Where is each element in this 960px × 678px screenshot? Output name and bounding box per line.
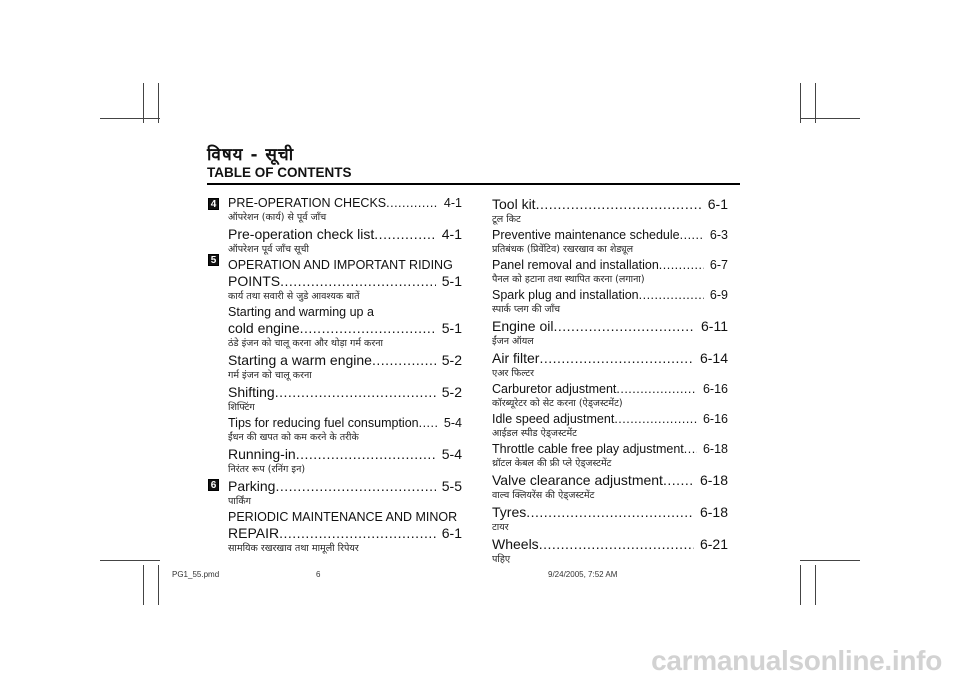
leader-dots xyxy=(536,196,702,213)
toc-entry[interactable] xyxy=(228,320,462,337)
toc-entry-title: Carburetor adjustment xyxy=(492,382,617,396)
toc-entry-page: 6-1 xyxy=(707,196,728,212)
toc-entry-hindi: टायर xyxy=(492,522,509,533)
toc-entry-hindi: ईंधन की खपत को कम करने के तरीके xyxy=(228,432,359,443)
leader-dots xyxy=(280,273,436,290)
toc-entry[interactable] xyxy=(492,288,728,303)
toc-entry-title: PRE-OPERATION CHECKS xyxy=(228,196,387,210)
crop-mark xyxy=(143,565,144,605)
crop-mark xyxy=(815,83,816,123)
page-title-hindi: विषय - सूची xyxy=(207,145,295,165)
toc-entry-page: 6-1 xyxy=(441,525,462,541)
toc-entry-title: Panel removal and installation xyxy=(492,258,659,272)
toc-entry-page: 6-14 xyxy=(699,350,728,366)
toc-entry-line1: OPERATION AND IMPORTANT RIDING xyxy=(228,258,453,272)
crop-mark xyxy=(143,83,144,123)
toc-entry-hindi: ऑपरेशन (कार्य) से पूर्व जाँच xyxy=(228,212,327,223)
toc-entry-hindi: स्पार्क प्लग की जाँच xyxy=(492,304,561,315)
toc-entry[interactable] xyxy=(492,258,728,273)
toc-entry-title: REPAIR xyxy=(228,525,280,541)
leader-dots xyxy=(659,258,704,273)
leader-dots xyxy=(386,196,438,211)
leader-dots xyxy=(539,350,694,367)
toc-entry[interactable] xyxy=(492,504,728,521)
toc-entry-page: 5-2 xyxy=(441,352,462,368)
toc-entry-title: Running-in xyxy=(228,446,296,462)
toc-entry-page: 6-18 xyxy=(699,472,728,488)
footer-timestamp: 9/24/2005, 7:52 AM xyxy=(548,570,618,579)
toc-entry-hindi: कार्य तथा सवारी से जुडे आवश्यक बातें xyxy=(228,291,360,302)
toc-right-column xyxy=(492,196,728,568)
toc-entry-hindi: कॉरब्यूरेटर को सेट करना (ऐड्जस्टमेंट) xyxy=(492,398,623,409)
toc-entry-hindi: निरंतर रूप (रनिंग इन) xyxy=(228,464,306,475)
toc-entry-title: Tool kit xyxy=(492,196,536,212)
toc-entry-title: Starting a warm engine xyxy=(228,352,372,368)
leader-dots xyxy=(680,228,704,243)
toc-entry-title: Tyres xyxy=(492,504,527,520)
toc-entry-title: Tips for reducing fuel consumption xyxy=(228,416,419,430)
toc-entry-title: cold engine xyxy=(228,320,300,336)
toc-entry[interactable] xyxy=(228,525,462,542)
page-title: TABLE OF CONTENTS xyxy=(207,165,352,180)
toc-entry-hindi: टूल किट xyxy=(492,214,521,225)
toc-entry-page: 6-21 xyxy=(699,536,728,552)
footer-filename: PG1_55.pmd xyxy=(172,570,220,579)
chapter-marker-6: 6 xyxy=(208,479,219,491)
chapter-marker-4: 4 xyxy=(208,198,219,210)
leader-dots xyxy=(279,525,436,542)
toc-entry-page: 5-5 xyxy=(441,478,462,494)
crop-mark xyxy=(815,565,816,605)
crop-mark xyxy=(800,560,860,561)
toc-entry[interactable] xyxy=(228,384,462,401)
toc-entry-title: POINTS xyxy=(228,273,281,289)
toc-entry[interactable] xyxy=(492,472,728,489)
toc-entry-title: Valve clearance adjustment xyxy=(492,472,663,488)
crop-mark xyxy=(100,118,160,119)
toc-entry[interactable] xyxy=(228,273,462,290)
toc-entry-page: 6-3 xyxy=(709,228,728,242)
toc-entry[interactable] xyxy=(492,442,728,457)
toc-entry-hindi: आईडल स्पीड ऐड्जस्टमेंट xyxy=(492,428,577,439)
leader-dots xyxy=(554,318,696,335)
crop-mark xyxy=(158,565,159,605)
toc-entry-hindi: सामयिक रखरखाव तथा मामूली रिपेयर xyxy=(228,543,359,554)
toc-entry-page: 6-11 xyxy=(701,318,728,334)
toc-entry-hindi: थ्रॉटल केबल की फ्री प्ले ऐड्जस्टमेंट xyxy=(492,458,612,469)
watermark: carmanualsonline.info xyxy=(651,645,942,676)
toc-entry-hindi: प्रतिबंधक (प्रिवेंटिव) रखरखाव का शेड्यूल xyxy=(492,244,634,255)
leader-dots xyxy=(374,226,435,243)
toc-entry-title: Air filter xyxy=(492,350,540,366)
toc-entry-page: 6-9 xyxy=(709,288,728,302)
toc-entry-title: Parking xyxy=(228,478,276,494)
toc-entry-page: 6-7 xyxy=(709,258,728,272)
toc-entry[interactable] xyxy=(492,196,728,213)
toc-entry-title: Idle speed adjustment xyxy=(492,412,615,426)
crop-mark xyxy=(800,118,860,119)
leader-dots xyxy=(419,416,438,431)
leader-dots xyxy=(300,320,436,337)
toc-entry[interactable] xyxy=(492,536,728,553)
toc-entry-title: Shifting xyxy=(228,384,275,400)
leader-dots xyxy=(684,442,697,457)
leader-dots xyxy=(275,384,436,401)
leader-dots xyxy=(639,288,704,303)
toc-entry[interactable] xyxy=(228,226,462,243)
toc-entry[interactable] xyxy=(492,350,728,367)
toc-entry-title: Spark plug and installation xyxy=(492,288,639,302)
toc-entry-hindi: ईंजन ऑयल xyxy=(492,336,534,347)
toc-entry-hindi: पहिए xyxy=(492,554,511,565)
toc-entry[interactable] xyxy=(228,446,462,463)
toc-entry-page: 6-18 xyxy=(699,504,728,520)
leader-dots xyxy=(526,504,694,521)
toc-entry-hindi: शिफ्टिंग xyxy=(228,402,255,413)
toc-entry-title: Wheels xyxy=(492,536,539,552)
toc-entry-hindi: एअर फिल्टर xyxy=(492,368,535,379)
toc-entry-line1: Starting and warming up a xyxy=(228,305,374,319)
toc-entry[interactable] xyxy=(492,228,728,243)
toc-entry-page: 6-16 xyxy=(702,412,728,426)
toc-entry-title: Preventive maintenance schedule xyxy=(492,228,680,242)
crop-mark xyxy=(800,83,801,123)
toc-entry-page: 5-1 xyxy=(441,273,462,289)
chapter-marker-5: 5 xyxy=(208,254,219,266)
toc-entry-line1: PERIODIC MAINTENANCE AND MINOR xyxy=(228,510,458,524)
toc-entry-page: 6-18 xyxy=(702,442,728,456)
toc-entry[interactable] xyxy=(492,382,728,397)
toc-entry-page: 6-16 xyxy=(702,382,728,396)
leader-dots xyxy=(663,472,694,489)
toc-entry-hindi: गर्म इंजन को चालू करना xyxy=(228,370,312,381)
toc-entry-page: 5-1 xyxy=(441,320,462,336)
leader-dots xyxy=(539,536,694,553)
leader-dots xyxy=(616,382,697,397)
footer-page-number: 6 xyxy=(316,570,321,579)
crop-mark xyxy=(158,83,159,123)
toc-entry-page: 4-1 xyxy=(443,196,462,210)
toc-entry-hindi: पैनल को हटाना तथा स्थापित करना (लगाना) xyxy=(492,274,645,285)
title-divider xyxy=(207,183,740,185)
toc-entry-page: 5-4 xyxy=(443,416,462,430)
toc-entry[interactable] xyxy=(228,352,462,369)
leader-dots xyxy=(275,478,435,495)
crop-mark xyxy=(800,565,801,605)
toc-entry-page: 4-1 xyxy=(441,226,462,242)
toc-entry[interactable] xyxy=(228,416,462,431)
toc-entry-hindi: ऑपरेशन पूर्व जाँच सूची xyxy=(228,244,309,255)
toc-entry[interactable] xyxy=(492,318,728,335)
toc-entry-hindi: ठंडे इंजन को चालू करना और थोड़ा गर्म करना xyxy=(228,338,383,349)
toc-entry[interactable] xyxy=(228,196,462,211)
leader-dots xyxy=(296,446,436,463)
crop-mark xyxy=(100,560,160,561)
toc-entry-page: 5-4 xyxy=(441,446,462,462)
toc-entry-hindi: पार्किंग xyxy=(228,496,251,507)
toc-entry-title: Pre-operation check list xyxy=(228,226,375,242)
toc-entry[interactable] xyxy=(228,478,462,495)
toc-entry-page: 5-2 xyxy=(441,384,462,400)
leader-dots xyxy=(372,352,436,369)
toc-entry[interactable] xyxy=(492,412,728,427)
toc-left-column xyxy=(208,196,462,557)
toc-entry-title: Throttle cable free play adjustment xyxy=(492,442,684,456)
toc-entry-hindi: वाल्व क्लियरेंस की ऐड्जस्टमेंट xyxy=(492,490,595,501)
leader-dots xyxy=(614,412,697,427)
toc-entry-title: Engine oil xyxy=(492,318,554,334)
